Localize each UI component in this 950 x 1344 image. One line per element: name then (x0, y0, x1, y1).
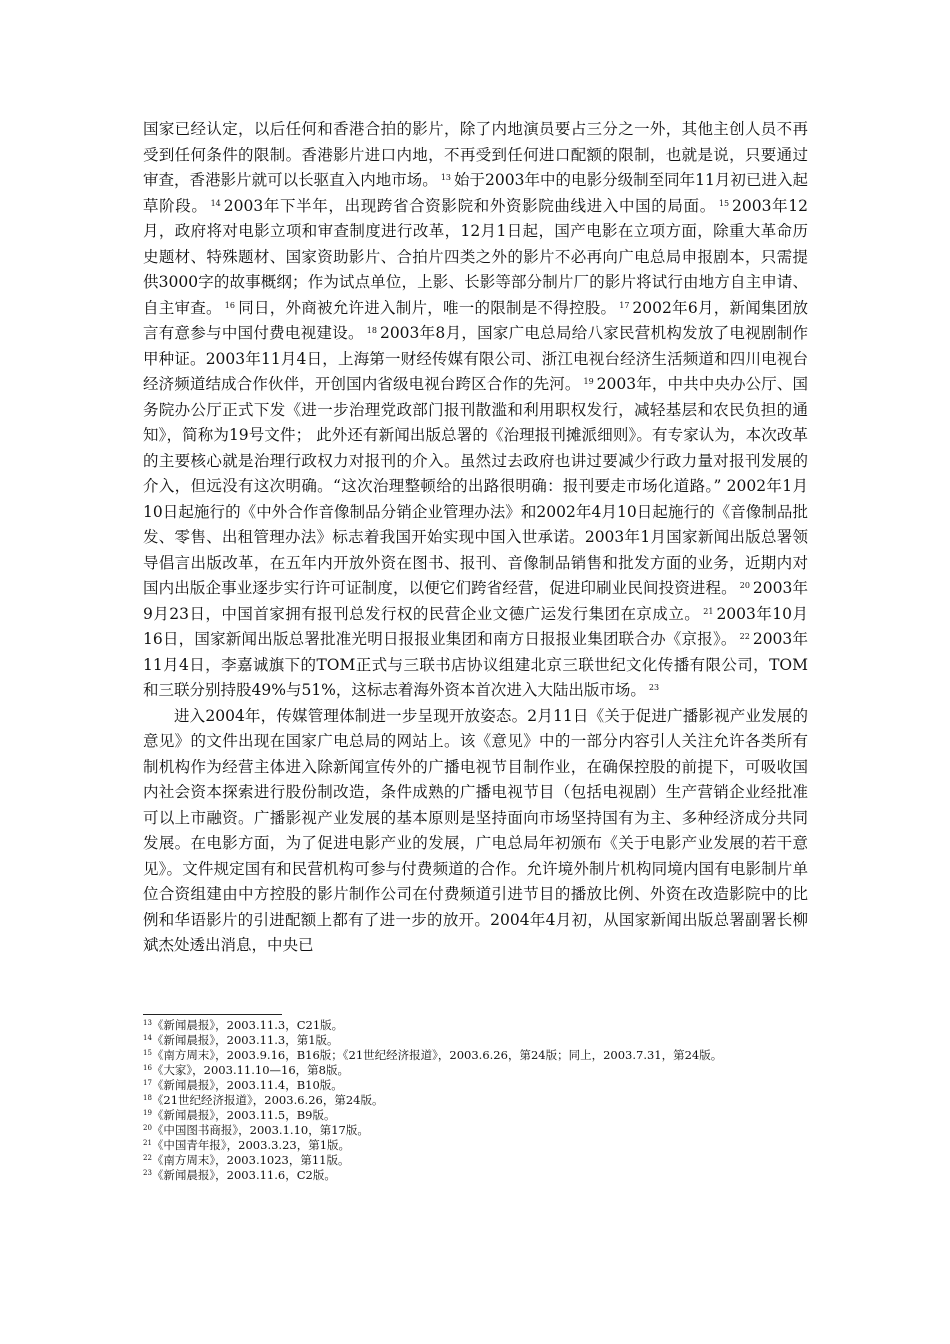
footnote-number: 19 (143, 1109, 152, 1117)
footnote-ref: 13 (440, 173, 451, 182)
body-text (143, 117, 808, 959)
footnote (143, 1078, 808, 1093)
sentence: 2003年9月23日，中国首家拥有报刊总发行权的民营企业文德广运发行集团在京成立。 (143, 579, 808, 623)
sentence: 2003年11月4日，李嘉诚旗下的TOM正式与三联书店协议组建北京三联世纪文化传播有限公司，TOM和三联分别持股49%与51%，这标志着海外资本首次进入大陆出版市场。 (143, 630, 808, 699)
footnote (143, 1063, 808, 1078)
paragraph-1 (143, 117, 808, 704)
sentence: 2002年6月，新闻集团放言有意参与中国付费电视建设。 (143, 298, 808, 342)
sentence: 国家已经认定，以后任何和香港合拍的影片，除了内地演员要占三分之一外，其他主创人员不再受到任何条件的限制。香港影片进口内地，不再受到任何进口配额的限制，也就是说，只要通过审查，香港影片就可以长驱直入内地市场。 (143, 120, 808, 189)
sentence: 2003年，中共中央办公厅、国务院办公厅正式下发《进一步治理党政部门报刊散滥和利用职权发行，减轻基层和农民负担的通知》，简称为19号文件； 此外还有新闻出版总署的《治理报刊摊派细则》。有专家认为，本次改革的主要核心就是治理行政权力对报刊的介入。虽然过去政府也讲过要减少行政力量对报刊发展的介入，但远没有这次明确。“这次治理整顿给的出路很明确：报刊要走市场化道路。” 2002年1月10日起施行的《中外合作音像制品分销企业管理办法》和2002年4月10日起施行的《音像制品批发、零售、出租管理办法》标志着我国开始实现中国入世承诺。2003年1月国家新闻出版总署领导倡言出版改革，在五年内开放外资在图书、报刊、音像制品销售和批发方面的业务，近期内对国内出版企事业逐步实行许可证制度，以便它们跨省经营，促进印刷业民间投资进程。 (143, 375, 808, 597)
footnote (143, 1033, 808, 1048)
footnote-ref: 19 (583, 377, 594, 386)
sentence: 2003年12月，政府将对电影立项和审查制度进行改革，12月1日起，国产电影在立项方面，除重大革命历史题材、特殊题材、国家资助影片、合拍片四类之外的影片不必再向广电总局申报剧本，只需提供3000字的故事概纲；作为试点单位，上影、长影等部分制片厂的影片将试行由地方自主申请、自主审查。 (143, 196, 809, 317)
footnote-number: 13 (143, 1019, 152, 1027)
footnote-text: 《新闻晨报》，2003.11.4，B10版。 (151, 1078, 343, 1092)
footnote-text: 《21世纪经济报道》，2003.6.26，第24版。 (151, 1093, 384, 1107)
footnote-text: 《新闻晨报》，2003.11.6，C2版。 (151, 1168, 336, 1182)
footnote-ref: 20 (739, 581, 750, 590)
footnote-number: 22 (143, 1154, 152, 1162)
footnote-number: 20 (143, 1124, 152, 1132)
footnote-text: 《中国青年报》，2003.3.23，第1版。 (151, 1138, 351, 1152)
footnote-ref: 16 (224, 300, 235, 310)
footnote-separator (143, 1014, 282, 1015)
footnote-number: 21 (143, 1139, 152, 1147)
footnote-text: 《南方周末》，2003.9.16，B16版；《21世纪经济报道》，2003.6.26，第24版；同上，2003.7.31，第24版。 (151, 1048, 723, 1062)
footnote-text: 《南方周末》，2003.1023，第11版。 (151, 1153, 350, 1167)
footnote-number: 23 (143, 1169, 152, 1177)
footnote (143, 1138, 808, 1153)
sentence: 始于2003年中的电影分级制至同年11月初已进入起草阶段。 (143, 171, 808, 215)
footnote-ref: 18 (366, 326, 377, 335)
footnote-number: 14 (143, 1034, 152, 1042)
sentence: 2003年下半年，出现跨省合资影院和外资影院曲线进入中国的局面。 (223, 196, 716, 215)
footnote-number: 15 (143, 1049, 152, 1057)
footnote-text: 《新闻晨报》，2003.11.3，C21版。 (151, 1018, 344, 1032)
footnote-ref: 22 (739, 632, 750, 641)
footnote-ref: 15 (718, 198, 730, 208)
footnote (143, 1108, 808, 1123)
footnote-ref: 14 (210, 198, 221, 208)
footnote (143, 1153, 808, 1168)
paragraph-2: 进入2004年，传媒管理体制进一步呈现开放姿态。2月11日《关于促进广播影视产业发展的意见》的文件出现在国家广电总局的网站上。该《意见》中的一部分内容引人关注允许各类所有制机构作为经营主体进入除新闻宣传外的广播电视节目制作业，在确保控股的前提下，可吸收国内社会资本探索进行股份制改造，条件成熟的广播电视节目（包括电视剧）生产营销企业经批准可以上市融资。广播影视产业发展的基本原则是坚持面向市场坚持国有为主、多种经济成分共同发展。在电影方面，为了促进电影产业的发展，广电总局年初颁布《关于电影产业发展的若干意见》。文件规定国有和民营机构可参与付费频道的合作。允许境外制片机构同境内国有电影制片单位合资组建由中方控股的影片制作公司在付费频道引进节目的播放比例、外资在改造影院中的比例和华语影片的引进配额上都有了进一步的放开。2004年4月初，从国家新闻出版总署副署长柳斌杰处透出消息，中央已 (143, 706, 808, 954)
footnote-text: 《新闻晨报》，2003.11.3，第1版。 (151, 1033, 339, 1047)
footnote-ref: 17 (619, 300, 630, 310)
sentence: 2003年10月16日，国家新闻出版总署批准光明日报报业集团和南方日报报业集团联合办《京报》。 (143, 604, 808, 648)
sentence: 同日，外商被允许进入制片，唯一的限制是不得控股。 (237, 298, 617, 317)
footnote-number: 16 (143, 1064, 152, 1072)
footnote (143, 1093, 808, 1108)
footnotes (143, 1018, 808, 1183)
footnote (143, 1048, 808, 1063)
sentence: 2003年8月，国家广电总局给八家民营机构发放了电视剧制作甲种证。2003年11月4日，上海第一财经传媒有限公司、浙江电视台经济生活频道和四川电视台经济频道结成合作伙伴，开创国内省级电视台跨区合作的先河。 (143, 324, 808, 393)
footnote (143, 1168, 808, 1183)
footnote-number: 18 (143, 1094, 152, 1102)
footnote (143, 1018, 808, 1033)
footnote-text: 《中国图书商报》，2003.1.10，第17版。 (151, 1123, 369, 1137)
footnote-ref: 23 (648, 683, 660, 692)
footnote-text: 《大家》，2003.11.10—16，第8版。 (151, 1063, 349, 1077)
footnote-number: 17 (143, 1079, 152, 1087)
footnote-text: 《新闻晨报》，2003.11.5，B9版。 (151, 1108, 336, 1122)
footnote (143, 1123, 808, 1138)
footnote-ref: 21 (703, 606, 714, 616)
